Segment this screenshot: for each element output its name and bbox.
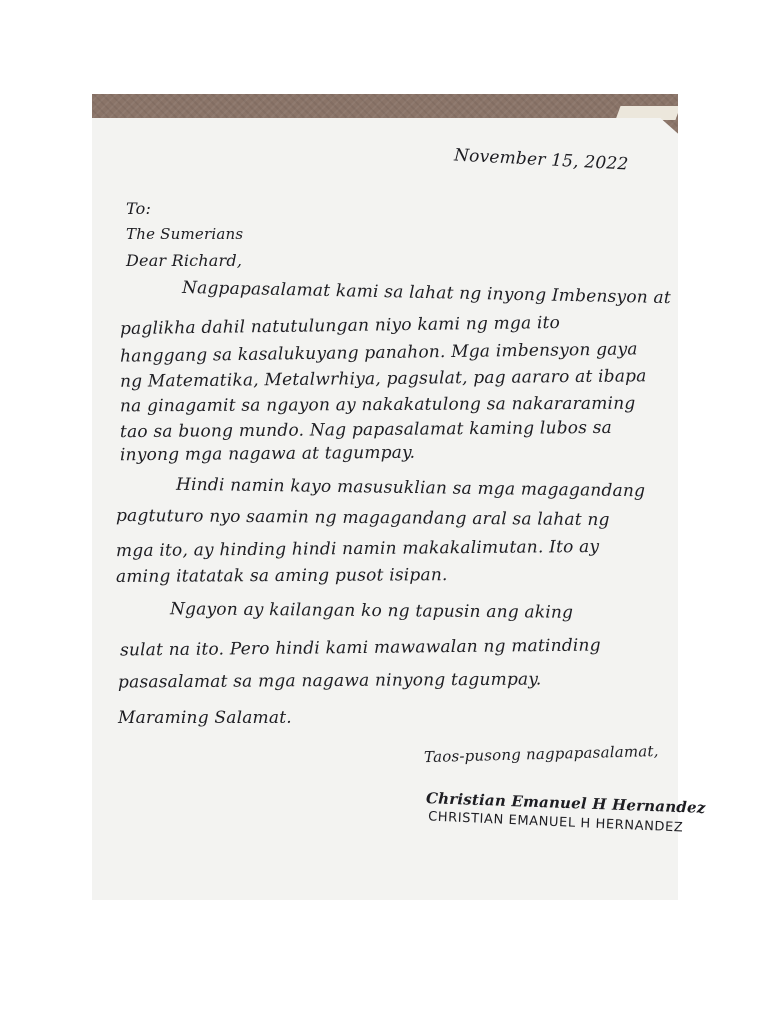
paper-edge bbox=[615, 106, 678, 120]
letter-greeting: Dear Richard, bbox=[126, 251, 243, 270]
paragraph-2-line: pagtuturo nyo saamin ng magagandang aral sa lahat ng bbox=[115, 505, 610, 531]
paragraph-2-line: Hindi namin kayo masusuklian sa mga magagandang bbox=[175, 474, 646, 502]
paragraph-1-line: Nagpapasalamat kami sa lahat ng inyong Imbensyon at bbox=[181, 277, 672, 309]
paragraph-1-line: ng Matematika, Metalwrhiya, pagsulat, pag aararo at ibapa bbox=[119, 366, 647, 392]
letter-recipient: The Sumerians bbox=[126, 225, 244, 243]
signature-printed-name: CHRISTIAN EMANUEL H HERNANDEZ bbox=[427, 809, 684, 836]
letter-to-label: To: bbox=[126, 199, 152, 218]
paragraph-3-line: pasasalamat sa mga nagawa ninyong tagumpay. bbox=[117, 669, 542, 693]
paragraph-1-line: inyong mga nagawa at tagumpay. bbox=[119, 442, 416, 466]
letter-date: November 15, 2022 bbox=[453, 145, 629, 175]
paragraph-3-line: sulat na ito. Pero hindi kami mawawalan ng matinding bbox=[119, 635, 601, 661]
paragraph-2-line: aming itatatak sa aming pusot isipan. bbox=[115, 565, 448, 587]
paragraph-1-line: tao sa buong mundo. Nag papasalamat kaming lubos sa bbox=[119, 417, 613, 443]
paragraph-1-line: paglikha dahil natutulungan niyo kami ng mga ito bbox=[119, 312, 561, 340]
paragraph-2-line: mga ito, ay hinding hindi namin makakalimutan. Ito ay bbox=[115, 536, 600, 562]
paragraph-1-line: hanggang sa kasalukuyang panahon. Mga imbensyon gaya bbox=[119, 339, 638, 367]
paragraph-1-line: na ginagamit sa ngayon ay nakakatulong sa nakararaming bbox=[119, 393, 636, 417]
letter-thanks: Maraming Salamat. bbox=[118, 708, 292, 728]
letter-closing: Taos-pusong nagpapasalamat, bbox=[423, 741, 659, 767]
paragraph-3-line: Ngayon ay kailangan ko ng tapusin ang aking bbox=[169, 599, 574, 623]
signature-cursive: Christian Emanuel H Hernandez bbox=[425, 789, 706, 817]
